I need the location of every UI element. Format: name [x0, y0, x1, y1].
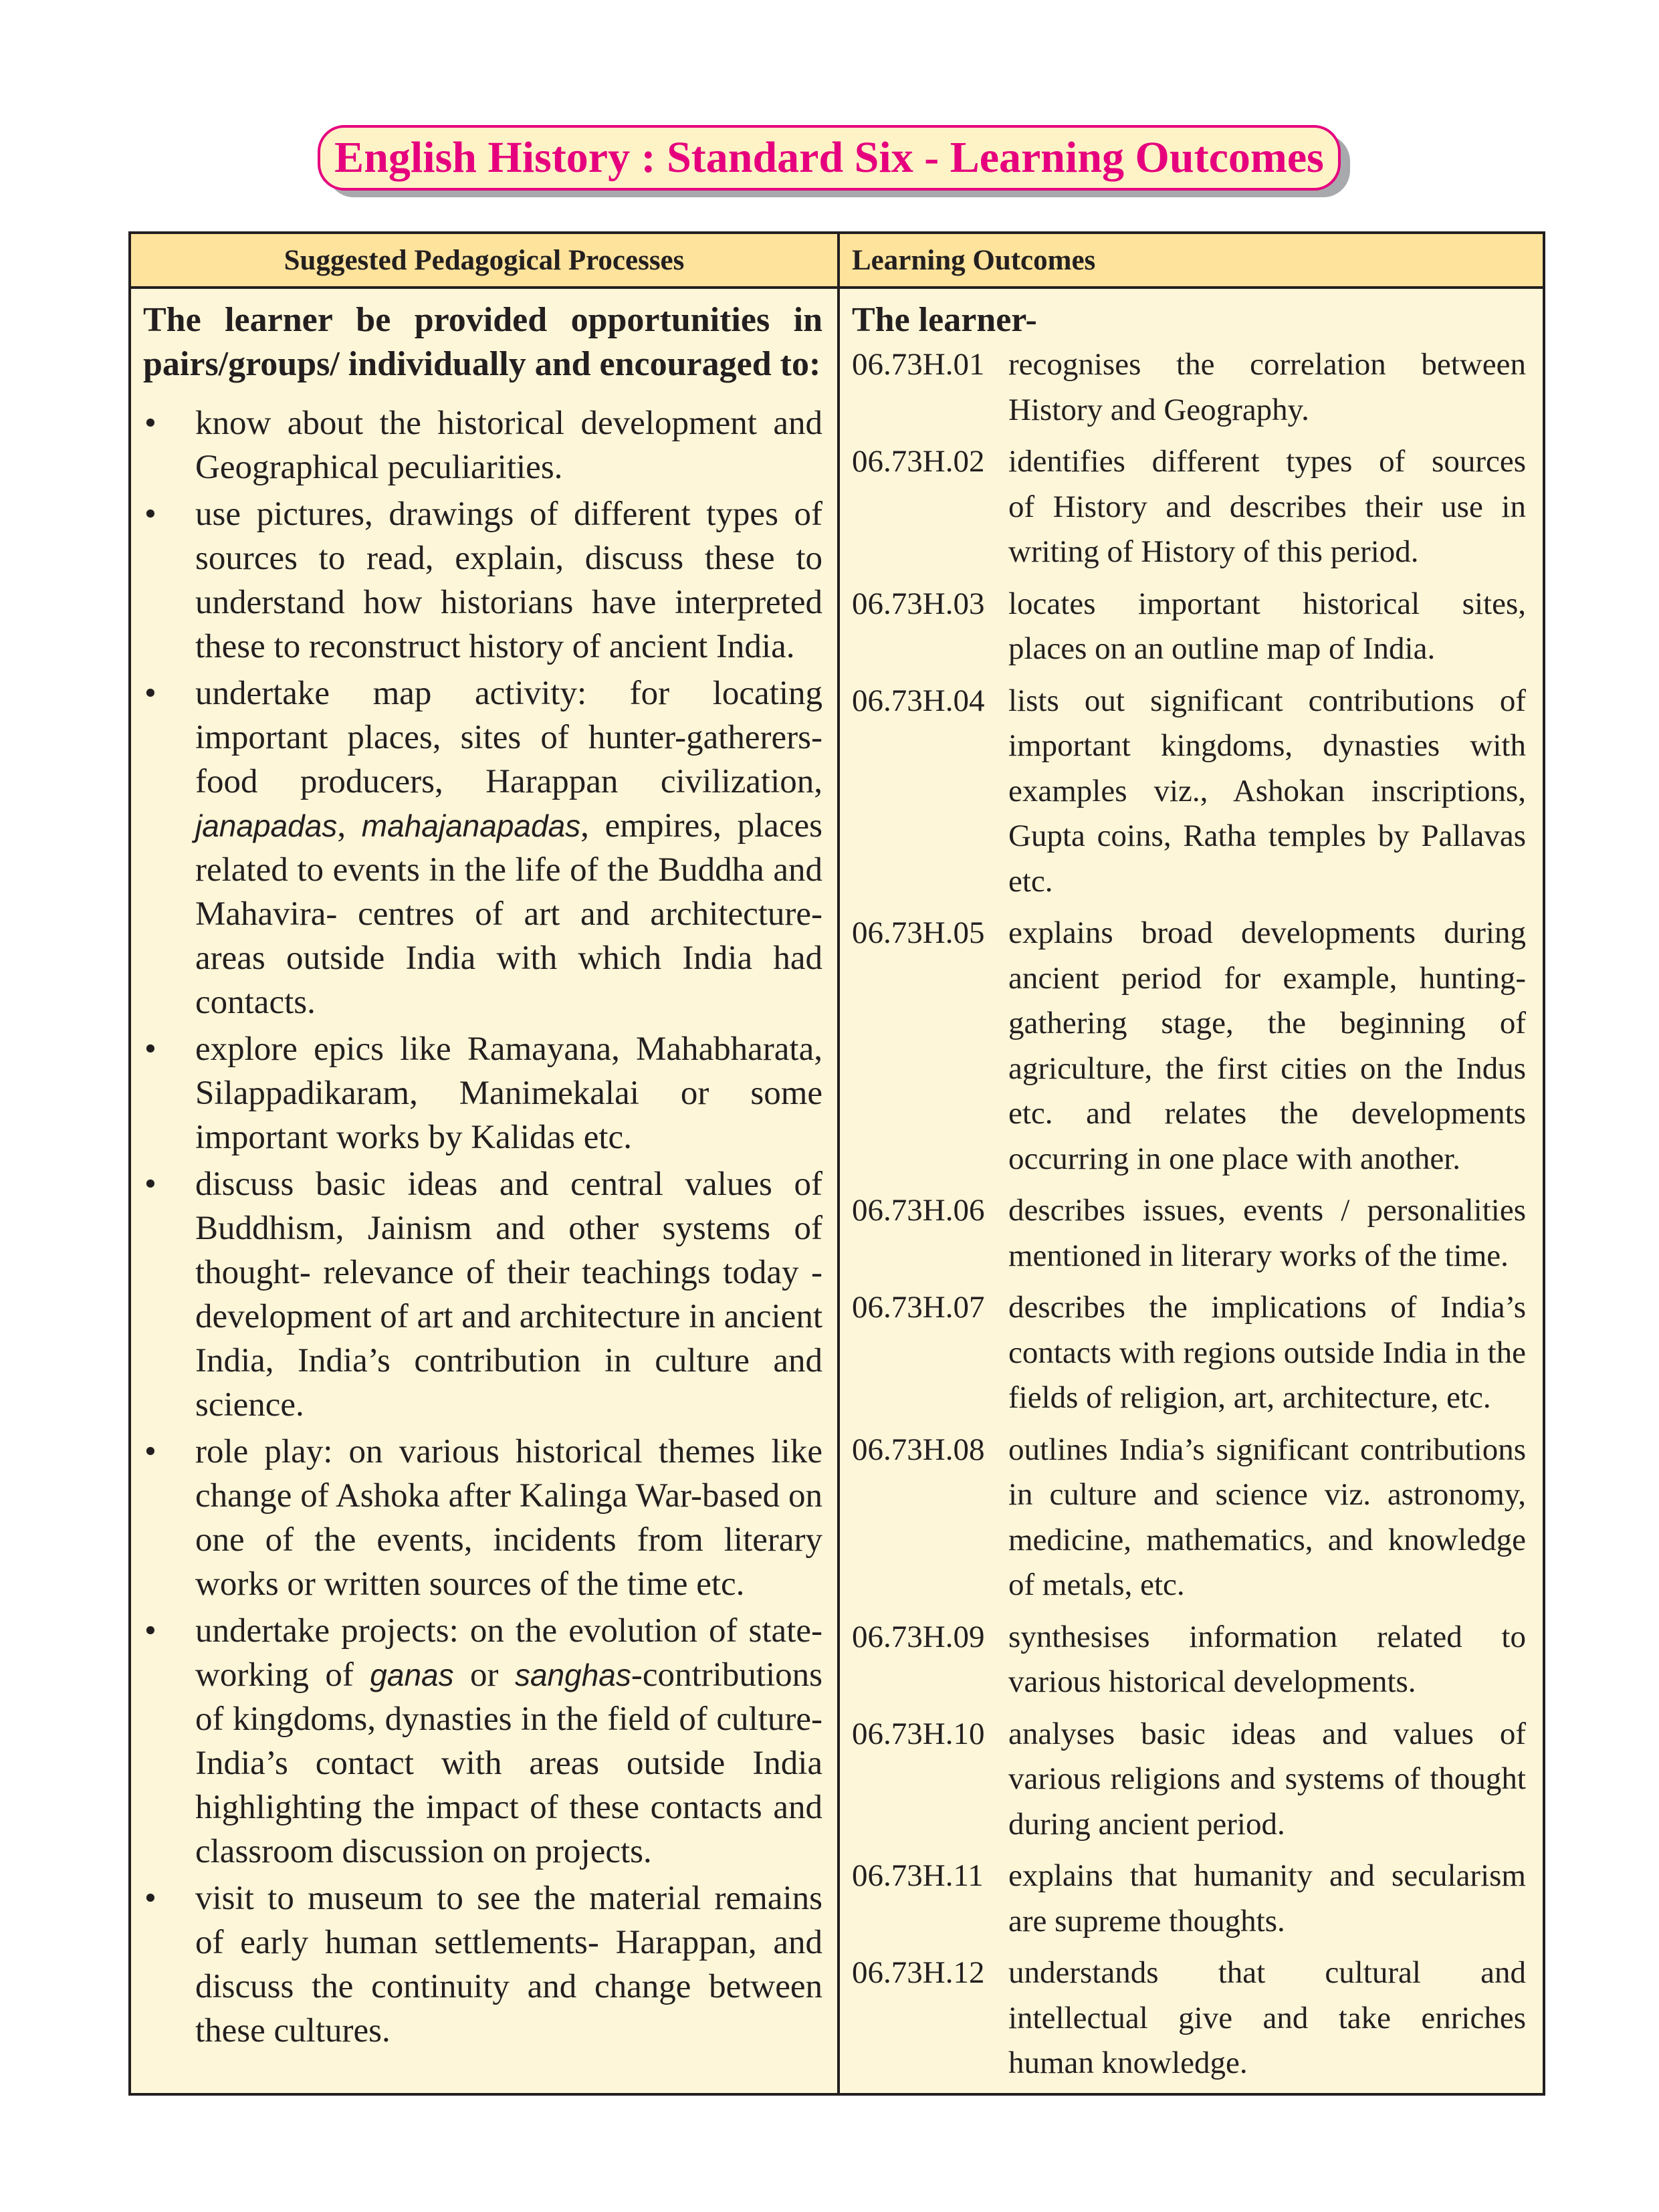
outcome-item: 06.73H.11 explains that humanity and secularism are supreme thoughts. [852, 1854, 1526, 1944]
outcome-code: 06.73H.07 [852, 1290, 985, 1325]
outcome-code: 06.73H.08 [852, 1432, 985, 1467]
list-item: • discuss basic ideas and central values of Buddhism, Jainism and other systems of thought- relevance of their teachings today - development of art and architecture in ancient India, India’s contribution in culture and science. [143, 1162, 822, 1427]
list-item: • role play: on various historical themes like change of Ashoka after Kalinga War-based on one of the events, incidents from literary works or written sources of the time etc. [143, 1430, 822, 1606]
outcome-item: 06.73H.02 identifies different types of sources of History and describes their use in writing of History of this period. [852, 439, 1526, 575]
italic-term: mahajanapadas [361, 808, 581, 843]
outcome-item: 06.73H.12 understands that cultural and intellectual give and take enriches human knowledge. [852, 1951, 1526, 2086]
italic-term: ganas [370, 1658, 454, 1692]
learning-outcomes-table [128, 231, 1545, 2096]
bullet-icon: • [144, 1030, 156, 1068]
list-item: • undertake projects: on the evolution of state-working of ganas or sanghas-contributions of kingdoms, dynasties in the field of culture-India’s contact with areas outside India highlighting the impact of these contacts and classroom discussion on projects. [143, 1609, 822, 1874]
outcome-code: 06.73H.12 [852, 1955, 985, 1990]
outcome-code: 06.73H.06 [852, 1193, 985, 1228]
list-item: • use pictures, drawings of different types of sources to read, explain, discuss these to understand how historians have interpreted these to reconstruct history of ancient India. [143, 492, 822, 669]
outcome-code: 06.73H.09 [852, 1619, 985, 1654]
title-banner [318, 125, 1354, 199]
column-header-pedagogical: Suggested Pedagogical Processes [284, 244, 685, 276]
outcomes-column [852, 298, 1526, 2093]
italic-term: janapadas [195, 808, 338, 843]
outcome-item: 06.73H.08 outlines India’s significant contributions in culture and science viz. astronomy, medicine, mathematics, and knowledge of metals, etc. [852, 1428, 1526, 1608]
list-item: • explore epics like Ramayana, Mahabharata, Silappadikaram, Manimekalai or some important works by Kalidas etc. [143, 1027, 822, 1159]
bullet-icon: • [144, 1433, 156, 1470]
outcome-item: 06.73H.06 describes issues, events / personalities mentioned in literary works of the time. [852, 1188, 1526, 1279]
outcome-code: 06.73H.02 [852, 444, 985, 479]
list-item: • know about the historical development and Geographical peculiarities. [143, 401, 822, 489]
bullet-icon: • [144, 675, 156, 712]
bullet-icon: • [144, 405, 156, 442]
outcome-item: 06.73H.04 lists out significant contributions of important kingdoms, dynasties with examples viz., Ashokan inscriptions, Gupta coins, Ratha temples by Pallavas etc. [852, 679, 1526, 905]
list-item: • undertake map activity: for locating important places, sites of hunter-gatherers-food producers, Harappan civilization, janapadas, mahajanapadas, empires, places related to events in the life of the Buddha and Mahavira- centres of art and architecture-areas outside India with which India had contacts. [143, 671, 822, 1024]
outcome-code: 06.73H.10 [852, 1716, 985, 1751]
outcome-item: 06.73H.09 synthesises information related to various historical developments. [852, 1615, 1526, 1705]
outcome-code: 06.73H.03 [852, 586, 985, 621]
pedagogical-column [143, 298, 822, 2056]
outcome-item: 06.73H.01 recognises the correlation between History and Geography. [852, 342, 1526, 433]
pedagogical-list [143, 401, 822, 2053]
outcome-item: 06.73H.03 locates important historical sites, places on an outline map of India. [852, 582, 1526, 672]
bullet-icon: • [144, 1612, 156, 1650]
outcome-item: 06.73H.05 explains broad developments during ancient period for example, hunting-gathering stage, the beginning of agriculture, the first cities on the Indus etc. and relates the developments occurring in one place with another. [852, 911, 1526, 1182]
page-title: English History : Standard Six - Learning Outcomes [334, 133, 1324, 182]
pedagogical-intro: The learner be provided opportunities in pairs/groups/ individually and encouraged to: [143, 301, 822, 383]
outcome-code: 06.73H.05 [852, 915, 985, 950]
list-item: • visit to museum to see the material remains of early human settlements- Harappan, and discuss the continuity and change between these cultures. [143, 1876, 822, 2053]
bullet-icon: • [144, 1880, 156, 1917]
outcome-code: 06.73H.01 [852, 347, 985, 382]
title-pill [318, 125, 1341, 191]
outcome-item: 06.73H.10 analyses basic ideas and values of various religions and systems of thought during ancient period. [852, 1712, 1526, 1848]
column-header-outcomes: Learning Outcomes [852, 244, 1096, 276]
italic-term: sanghas [514, 1658, 631, 1692]
column-divider [837, 234, 840, 2093]
bullet-icon: • [144, 1166, 156, 1203]
outcomes-intro: The learner- [852, 301, 1037, 339]
outcome-code: 06.73H.11 [852, 1858, 984, 1893]
bullet-icon: • [144, 495, 156, 533]
outcome-item: 06.73H.07 describes the implications of India’s contacts with regions outside India in the fields of religion, art, architecture, etc. [852, 1285, 1526, 1421]
outcome-code: 06.73H.04 [852, 683, 985, 718]
